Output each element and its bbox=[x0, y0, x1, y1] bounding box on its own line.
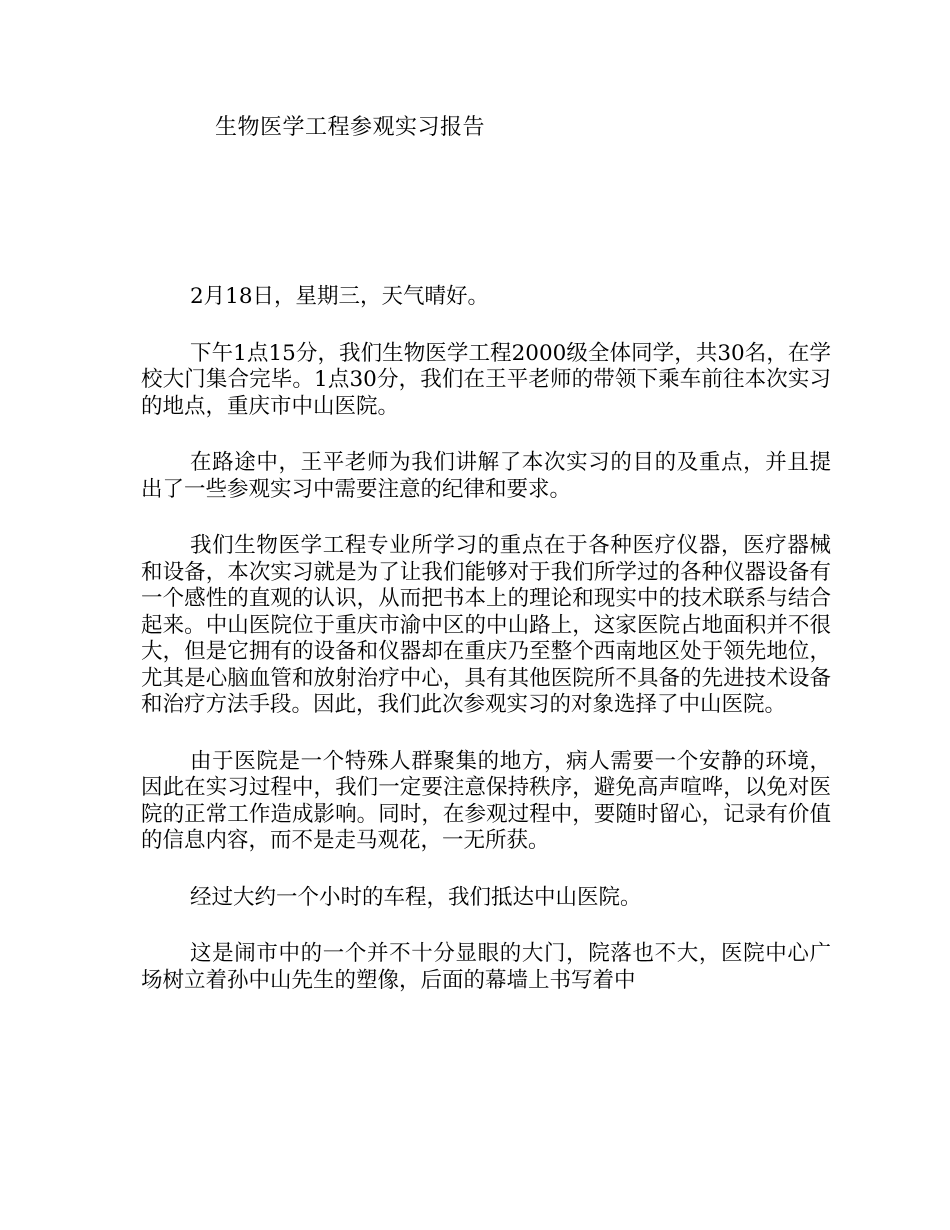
paragraph-departure: 下午1点15分，我们生物医学工程2000级全体同学，共30名，在学校大门集合完毕。1点30分，我们在王平老师的带领下乘车前往本次实习的地点，重庆市中山医院。 bbox=[141, 340, 831, 419]
paragraph-hospital-gate: 这是闹市中的一个并不十分显眼的大门，院落也不大，医院中心广场树立着孙中山先生的塑像，后面的幕墙上书写着中 bbox=[141, 941, 831, 993]
paragraph-briefing: 在路途中，王平老师为我们讲解了本次实习的目的及重点，并且提出了一些参观实习中需要注意的纪律和要求。 bbox=[141, 450, 831, 502]
paragraph-date: 2月18日，星期三，天气晴好。 bbox=[190, 284, 490, 309]
paragraph-discipline: 由于医院是一个特殊人群聚集的地方，病人需要一个安静的环境，因此在实习过程中，我们一定要注意保持秩序，避免高声喧哗，以免对医院的正常工作造成影响。同时，在参观过程中，要随时留心，记录有价值的信息内容，而不是走马观花，一无所获。 bbox=[141, 748, 831, 853]
paragraph-arrival: 经过大约一个小时的车程，我们抵达中山医院。 bbox=[190, 884, 642, 910]
document-title: 生物医学工程参观实习报告 bbox=[215, 115, 486, 140]
document-body bbox=[141, 284, 831, 1024]
paragraph-purpose: 我们生物医学工程专业所学习的重点在于各种医疗仪器，医疗器械和设备，本次实习就是为了让我们能够对于我们所学过的各种仪器设备有一个感性的直观的认识，从而把书本上的理论和现实中的技术联系与结合起来。中山医院位于重庆市渝中区的中山路上，这家医院占地面积并不很大，但是它拥有的设备和仪器却在重庆乃至整个西南地区处于领先地位，尤其是心脑血管和放射治疗中心，具有其他医院所不具备的先进技术设备和治疗方法手段。因此，我们此次参观实习的对象选择了中山医院。 bbox=[141, 533, 831, 717]
